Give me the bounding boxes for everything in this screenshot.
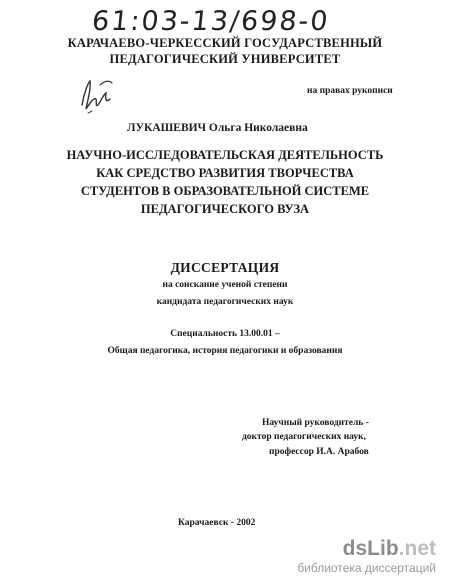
work-type-heading: ДИССЕРТАЦИЯ xyxy=(170,260,280,275)
watermark-subtitle: библиотека диссертаций xyxy=(297,561,436,575)
degree-line2: кандидата педагогических наук xyxy=(156,297,294,307)
title-line: СТУДЕНТОВ В ОБРАЗОВАТЕЛЬНОЙ СИСТЕМЕ xyxy=(80,184,370,198)
specialty-name: Общая педагогика, история педагогики и образования xyxy=(107,346,343,356)
title-line: НАУЧНО-ИССЛЕДОВАТЕЛЬСКАЯ ДЕЯТЕЛЬНОСТЬ xyxy=(66,148,384,162)
specialty-code: Специальность 13.00.01 – xyxy=(170,329,280,339)
handwritten-archive-code: 61:03-13/698-0 xyxy=(90,6,332,37)
dslib-watermark xyxy=(297,538,436,575)
logo-text-dslib: dsLib xyxy=(342,537,399,560)
university-name-line1: КАРАЧАЕВО-ЧЕРКЕССКИЙ ГОСУДАРСТВЕННЫЙ xyxy=(67,36,383,50)
author-name: ЛУКАШЕВИЧ Ольга Николаевна xyxy=(127,122,308,134)
dslib-logo xyxy=(297,538,436,560)
supervisor-degree: доктор педагогических наук, xyxy=(242,432,367,442)
logo-text-net: .net xyxy=(398,537,436,560)
degree-line1: на соискание ученой степени xyxy=(162,280,288,290)
supervisor-label: Научный руководитель - xyxy=(262,418,369,428)
supervisor-name: профессор И.А. Арабов xyxy=(269,447,369,457)
university-name-line2: ПЕДАГОГИЧЕСКИЙ УНИВЕРСИТЕТ xyxy=(109,52,341,66)
title-line: КАК СРЕДСТВО РАЗВИТИЯ ТВОРЧЕСТВА xyxy=(96,166,354,180)
handwritten-signature xyxy=(76,75,118,119)
title-line: ПЕДАГОГИЧЕСКОГО ВУЗА xyxy=(140,202,310,216)
manuscript-rights-note: на правах рукописи xyxy=(307,86,393,96)
city-and-year: Карачаевск - 2002 xyxy=(178,518,256,528)
